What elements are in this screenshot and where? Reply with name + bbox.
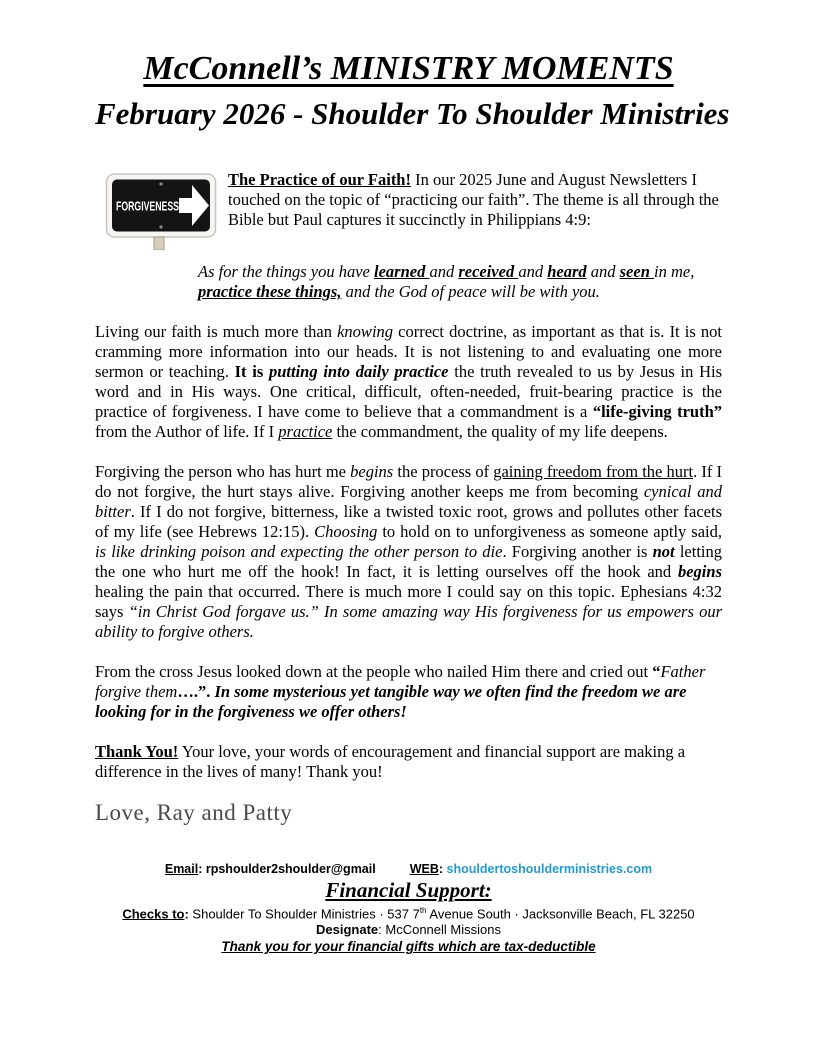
designate-line: Designate: McConnell Missions bbox=[316, 921, 501, 937]
contact-line bbox=[95, 860, 722, 878]
tax-deductible-note: Thank you for your financial gifts which are tax-deductible bbox=[221, 939, 596, 955]
screw-bottom-icon bbox=[159, 225, 162, 228]
intro-section bbox=[95, 170, 722, 250]
newsletter-subtitle: February 2026 - Shoulder To Shoulder Ministries bbox=[95, 96, 730, 131]
sign-post bbox=[154, 237, 164, 250]
newsletter-title bbox=[95, 46, 722, 92]
signature: Love, Ray and Patty bbox=[95, 800, 293, 825]
paragraph-forgiving: Forgiving the person who has hurt me begins the process of gaining freedom from the hurt. If I do not forgive, the hurt stays alive. Forgiving another keeps me from becoming cynical and bitter. If I do not forgive, bitterness, like a twisted toxic root, grows and pollutes other facets of my life (see Hebrews 12:15). Choosing to hold on to unforgiveness as someone aptly said, is like drinking poison and expecting the other person to die. Forgiving another is not letting the one who hurt me off the hook! In fact, it is letting ourselves off the hook and begins healing the pain that occurred. There is much more I could say on this topic. Ephesians 4:32 says “in Christ God forgave us.” In some amazing way His forgiveness for us empowers our ability to forgive others. bbox=[95, 462, 723, 641]
scripture-quote: As for the things you have learned and received and heard and seen in me, practice these things, and the God of peace will be with you. bbox=[198, 262, 695, 301]
screw-top-icon bbox=[159, 182, 162, 185]
footer bbox=[95, 860, 722, 955]
checks-to-line: Checks to: Shoulder To Shoulder Ministries · 537 7th Avenue South · Jacksonville Beach, FL 32250 bbox=[122, 906, 695, 922]
email-text: Email: rpshoulder2shoulder@gmail bbox=[164, 862, 376, 876]
newsletter-title-text: McConnell’s MINISTRY MOMENTS bbox=[143, 50, 674, 87]
intro-paragraph: The Practice of our Faith! In our 2025 June and August Newsletters I touched on the topic of “practicing our faith”. The theme is all through the Bible but Paul captures it succinctly in Philippians 4:9: bbox=[228, 170, 719, 229]
paragraph-thank-you: Thank You! Your love, your words of encouragement and financial support are making a difference in the lives of many! Thank you! bbox=[95, 742, 686, 781]
sign-label: FORGIVENESS bbox=[116, 199, 179, 214]
website-link[interactable]: WEB: shouldertoshoulderministries.com bbox=[409, 862, 653, 876]
forgiveness-sign-graphic bbox=[105, 172, 217, 250]
financial-support-heading: Financial Support: bbox=[325, 878, 492, 902]
forgiveness-sign-image bbox=[105, 172, 217, 250]
paragraph-living-our-faith: Living our faith is much more than knowing correct doctrine, as important as that is. It is not cramming more information into our heads. It is not listening to and evaluating one more sermon or teaching. It is putting into daily practice the truth revealed to us by Jesus in His word and in His ways. One critical, difficult, often-needed, fruit-bearing practice is the practice of forgiveness. I have come to believe that a commandment is a “life-giving truth” from the Author of life. If I practice the commandment, the quality of my life deepens. bbox=[95, 322, 722, 441]
paragraph-from-the-cross: From the cross Jesus looked down at the people who nailed Him there and cried out “Father forgive them….”. In some mysterious yet tangible way we often find the freedom we are looking for in the forgiveness we offer others! bbox=[95, 662, 706, 721]
